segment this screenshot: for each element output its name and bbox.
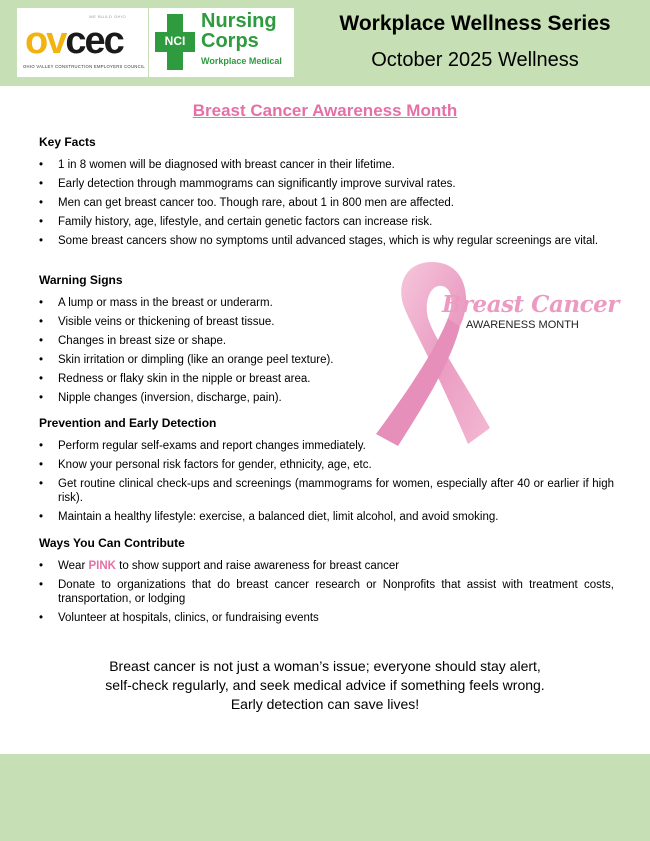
section-contribute <box>39 536 614 630</box>
awareness-subtitle: AWARENESS MONTH <box>466 319 579 331</box>
ovcec-tagline: WE BUILD OHIO <box>89 14 127 19</box>
nci-title-line2: Corps <box>201 30 259 52</box>
list-item: • Family history, age, lifestyle, and certain genetic factors can increase risk. <box>39 215 614 229</box>
section-key-facts <box>39 135 614 253</box>
ovcec-subtitle: OHIO VALLEY CONSTRUCTION EMPLOYERS COUNCIL <box>23 64 146 69</box>
list-item: • Nipple changes (inversion, discharge, pain). <box>39 391 379 405</box>
list-item: • Early detection through mammograms can significantly improve survival rates. <box>39 177 614 191</box>
list-item: • Get routine clinical check-ups and screenings (mammograms for women, especially after 40 or earlier if high risk). <box>39 477 614 505</box>
nci-title-line1: Nursing <box>201 10 277 32</box>
nci-logo <box>149 8 294 77</box>
list-item: • Maintain a healthy lifestyle: exercise, a balanced diet, limit alcohol, and avoid smoking. <box>39 510 614 524</box>
section-heading: Prevention and Early Detection <box>39 416 217 430</box>
list-item: • Perform regular self-exams and report changes immediately. <box>39 439 614 453</box>
list-item: • 1 in 8 women will be diagnosed with breast cancer in their lifetime. <box>39 158 614 172</box>
list-item: • Skin irritation or dimpling (like an orange peel texture). <box>39 353 379 367</box>
bullet-list <box>39 559 614 625</box>
footer-band <box>0 754 650 841</box>
closing-statement: Breast cancer is not just a woman’s issue; everyone should stay alert, self-check regularly, and seek medical advice if something feels wrong. Early detection can save lives! <box>105 658 545 712</box>
list-item: • Visible veins or thickening of breast tissue. <box>39 315 379 329</box>
list-item: • Men can get breast cancer too. Though rare, about 1 in 800 men are affected. <box>39 196 614 210</box>
list-item: • Know your personal risk factors for gender, ethnicity, age, etc. <box>39 458 614 472</box>
series-title: Workplace Wellness Series <box>339 12 611 35</box>
bullet-list <box>39 158 614 248</box>
list-item: • A lump or mass in the breast or underarm. <box>39 296 379 310</box>
nci-badge: NCI <box>164 34 186 48</box>
section-heading: Key Facts <box>39 135 96 149</box>
list-item: • Redness or flaky skin in the nipple or breast area. <box>39 372 379 386</box>
bullet-list <box>39 296 379 405</box>
section-prevention <box>39 416 614 529</box>
list-item: • Some breast cancers show no symptoms until advanced stages, which is why regular screenings are vital. <box>39 234 614 248</box>
awareness-title: Breast Cancer <box>442 291 619 318</box>
nci-subtitle: Workplace Medical <box>201 56 282 66</box>
section-heading: Ways You Can Contribute <box>39 536 185 550</box>
ovcec-wordmark: ovcec <box>25 20 123 62</box>
month-title: October 2025 Wellness <box>371 49 579 71</box>
section-heading: Warning Signs <box>39 273 123 287</box>
list-item: • Changes in breast size or shape. <box>39 334 379 348</box>
ovcec-logo <box>17 8 148 77</box>
list-item: • Donate to organizations that do breast cancer research or Nonprofits that assist with treatment costs, transportation, or lodging <box>39 578 614 606</box>
bullet-list <box>39 439 614 524</box>
list-item: • Volunteer at hospitals, clinics, or fundraising events <box>39 611 614 625</box>
list-item: • Wear PINK to show support and raise awareness for breast cancer <box>39 559 614 573</box>
page-title: Breast Cancer Awareness Month <box>192 101 458 120</box>
pink-highlight: PINK <box>88 560 116 572</box>
section-warning-signs <box>39 273 379 410</box>
